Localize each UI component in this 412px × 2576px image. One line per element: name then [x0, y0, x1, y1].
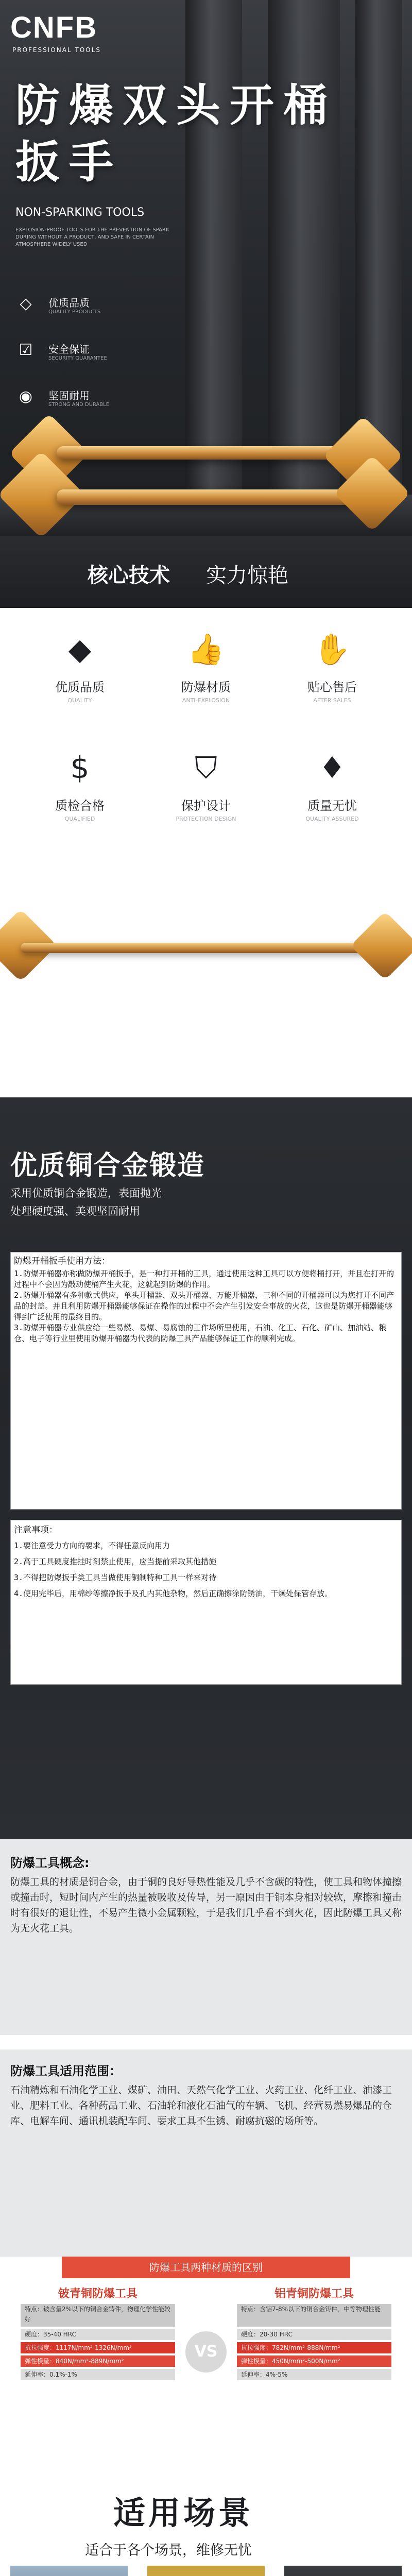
- core-item-label: 质检合格: [55, 799, 105, 813]
- core-tech-header: [0, 536, 412, 608]
- property-row: 特点：铍含量2%以下的铜合金铸件，物理化学性能较好: [21, 2304, 175, 2327]
- usage-title: 防爆开桶扳手使用方法：: [14, 1256, 110, 1266]
- property-row: 硬度：35-40 HRC: [21, 2329, 175, 2340]
- material-name: 铍青铜防爆工具: [58, 2287, 138, 2300]
- usage-line: 1.防爆开桶器亦称做防爆开桶扳手，是一种打开桶的工具，通过使用这种工具可以方便将桶打开，并且在打开的过程中不会因为敲动使桶产生火花，这就起到防爆的作用。: [14, 1269, 394, 1289]
- wrench-handle: [21, 943, 381, 953]
- section-subtitle: 处理硬度强、美观坚固耐用: [10, 1205, 140, 1217]
- gear-icon: ◉: [19, 387, 33, 405]
- core-tech-title: 核心技术: [88, 564, 170, 587]
- scene-tile-petrochemical: [10, 2566, 128, 2576]
- section-subtitle: 采用优质铜合金锻造，表面抛光: [10, 1187, 162, 1199]
- gem-icon: ♦: [319, 750, 346, 785]
- property-row: 特点：含铝7-8%以下的铜合金铸件，中等物理性能: [237, 2304, 391, 2327]
- property-row: 弹性模量：450N/mm²-500N/mm²: [237, 2355, 391, 2367]
- feature-label: 优质品质: [48, 297, 90, 309]
- feature-label: 坚固耐用: [48, 389, 90, 402]
- comparison-header: 防爆工具两种材质的区别: [62, 2257, 350, 2278]
- english-title: NON-SPARKING TOOLS: [15, 206, 145, 219]
- core-item-sub: QUALITY: [67, 697, 92, 704]
- wrench-handle-top: [57, 446, 366, 460]
- feature-sub: QUALITY PRODUCTS: [48, 309, 101, 315]
- hero-banner: [0, 0, 412, 536]
- core-item: [154, 747, 258, 822]
- core-item-label: 防爆材质: [181, 680, 231, 694]
- usage-line: 2.防爆开桶器有多种款式供应，单头开桶器、双头开桶器、万能开桶器，三种不同的开桶器可以为您打开不同产品的封盖。并且利用防爆开桶器能够保证在操作的过程中不会产生引发安全事故的火花，这也是防爆开桶器能够得到广泛使用的最终目的。: [14, 1291, 394, 1321]
- property-row: 弹性模量：840N/mm²-889N/mm²: [21, 2355, 175, 2367]
- english-description: EXPLOSION-PROOF TOOLS FOR THE PREVENTION OF SPARK DURING WITHOUT A PRODUCT, AND SAFE IN CERTAIN ATMOSPHERE WIDELY USED: [15, 227, 169, 247]
- core-item: [281, 747, 384, 822]
- section-title: 优质铜合金锻造: [10, 1150, 205, 1181]
- divider: [0, 2035, 412, 2049]
- aluminum-bronze-column: [237, 2285, 391, 2382]
- scope-title: 防爆工具适用范围：: [10, 2064, 122, 2078]
- feature-sub: STRONG AND DURABLE: [48, 402, 110, 408]
- beryllium-copper-column: [21, 2285, 175, 2382]
- scenario-section: [0, 2483, 412, 2576]
- concept-title: 防爆工具概念:: [10, 1856, 90, 1870]
- feature-label: 安全保证: [48, 343, 90, 355]
- usage-line: 3.防爆开桶器专业供应给一些易燃、易爆、易腐蚀的工作场所里使用，石油、化工、石化、矿山、加油站、粮仓、电子等行业里使用防爆开桶器为代表的防爆工具产品能够保证工作的顺利完成。: [14, 1323, 387, 1343]
- core-item-sub: QUALIFIED: [64, 816, 95, 822]
- brand-logo: CNFB: [10, 11, 98, 44]
- core-tech-section: [0, 536, 412, 1097]
- usage-box: [10, 1252, 402, 1510]
- forged-section: [0, 1097, 412, 1839]
- core-item-sub: ANTI-EXPLOSION: [182, 697, 230, 704]
- property-row: 延伸率：4%-5%: [237, 2369, 391, 2380]
- notice-line: 2.高于工具硬度推挂时刻禁止使用，应当提前采取其他措施: [14, 1557, 217, 1566]
- core-tech-subtitle: 实力惊艳: [206, 564, 288, 587]
- wrench-head-right: [350, 911, 412, 980]
- core-item: [281, 629, 384, 704]
- notice-line: 3.不得把防爆扳手类工具当做使用铜制特种工具一样来对待: [14, 1573, 217, 1582]
- notice-line: 4.使用完毕后，用棉纱等擦净扳手及孔内其他杂物，然后正确擦涂防锈油，干燥处保管存放。: [14, 1589, 333, 1598]
- scene-tile-mining: [284, 2566, 402, 2576]
- page-title: 防爆双头开桶扳手: [15, 80, 337, 188]
- property-row: 延伸率：0.1%-1%: [21, 2369, 175, 2380]
- material-comparison: [0, 2257, 412, 2483]
- handshake-icon: ✋: [313, 632, 351, 667]
- vs-badge: VS: [185, 2331, 227, 2372]
- core-item-sub: AFTER SALES: [313, 697, 351, 704]
- scene-tile-natural-gas: [147, 2566, 265, 2576]
- concept-body: 防爆工具的材质是铜合金，由于铜的良好导热性能及几乎不含碳的特性，使工具和物体撞擦或撞击时，短时间内产生的热量被吸收及传导，另一原因由于铜本身相对较软，摩擦和撞击时有很好的退让性，不易产生微小金属颗粒，于是我们几乎看不到火花，因此防爆工具又称为无火花工具。: [10, 1876, 402, 1934]
- feature-sub: SECURITY GUARANTEE: [48, 355, 107, 361]
- brand-tagline: PROFESSIONAL TOOLS: [12, 46, 101, 54]
- info-section: [0, 1839, 412, 2257]
- scope-body: 石油精炼和石油化学工业、煤矿、油田、天然气化学工业、火药工业、化纤工业、油漆工业、肥料工业、各种药品工业、石油轮和液化石油气的车辆、飞机、经营易燃易爆品的仓库、电解车间、通讯机装配车间、要求工具不生锈、耐腐抗磁的场所等。: [10, 2084, 392, 2127]
- diamond-icon: ◆: [68, 632, 92, 667]
- core-item-label: 贴心售后: [307, 680, 357, 694]
- core-item-label: 质量无忧: [307, 799, 357, 813]
- notice-line: 1.要注意受力方向的要求，不得任意反向用力: [14, 1541, 170, 1550]
- core-item-label: 优质品质: [55, 680, 105, 694]
- core-item-label: 保护设计: [181, 799, 231, 813]
- thumbs-up-icon: 👍: [187, 632, 225, 667]
- property-row: 抗拉强度：1117N/mm²-1326N/mm²: [21, 2342, 175, 2353]
- wrench-handle-bottom: [57, 489, 376, 505]
- property-row: 抗拉强度：782N/mm²-888N/mm²: [237, 2342, 391, 2353]
- material-name: 铝青铜防爆工具: [274, 2287, 354, 2300]
- dollar-icon: $: [70, 750, 90, 785]
- shield-check-icon: ⛉: [195, 750, 217, 785]
- core-item-sub: PROTECTION DESIGN: [176, 816, 236, 822]
- diamond-icon: ◇: [20, 295, 32, 313]
- core-item: [154, 629, 258, 704]
- notice-box: [10, 1520, 402, 1685]
- core-item: [28, 747, 131, 822]
- core-item: [28, 629, 131, 704]
- core-item-sub: QUALITY ASSURED: [305, 816, 359, 822]
- checkbox-icon: ☑: [19, 341, 33, 359]
- notice-title: 注意事项：: [14, 1525, 58, 1535]
- property-row: 硬度：20-30 HRC: [237, 2329, 391, 2340]
- scenario-subtitle: 适合于各个场景，维修无忧: [85, 2543, 252, 2558]
- scenario-title: 适用场景: [113, 2494, 254, 2532]
